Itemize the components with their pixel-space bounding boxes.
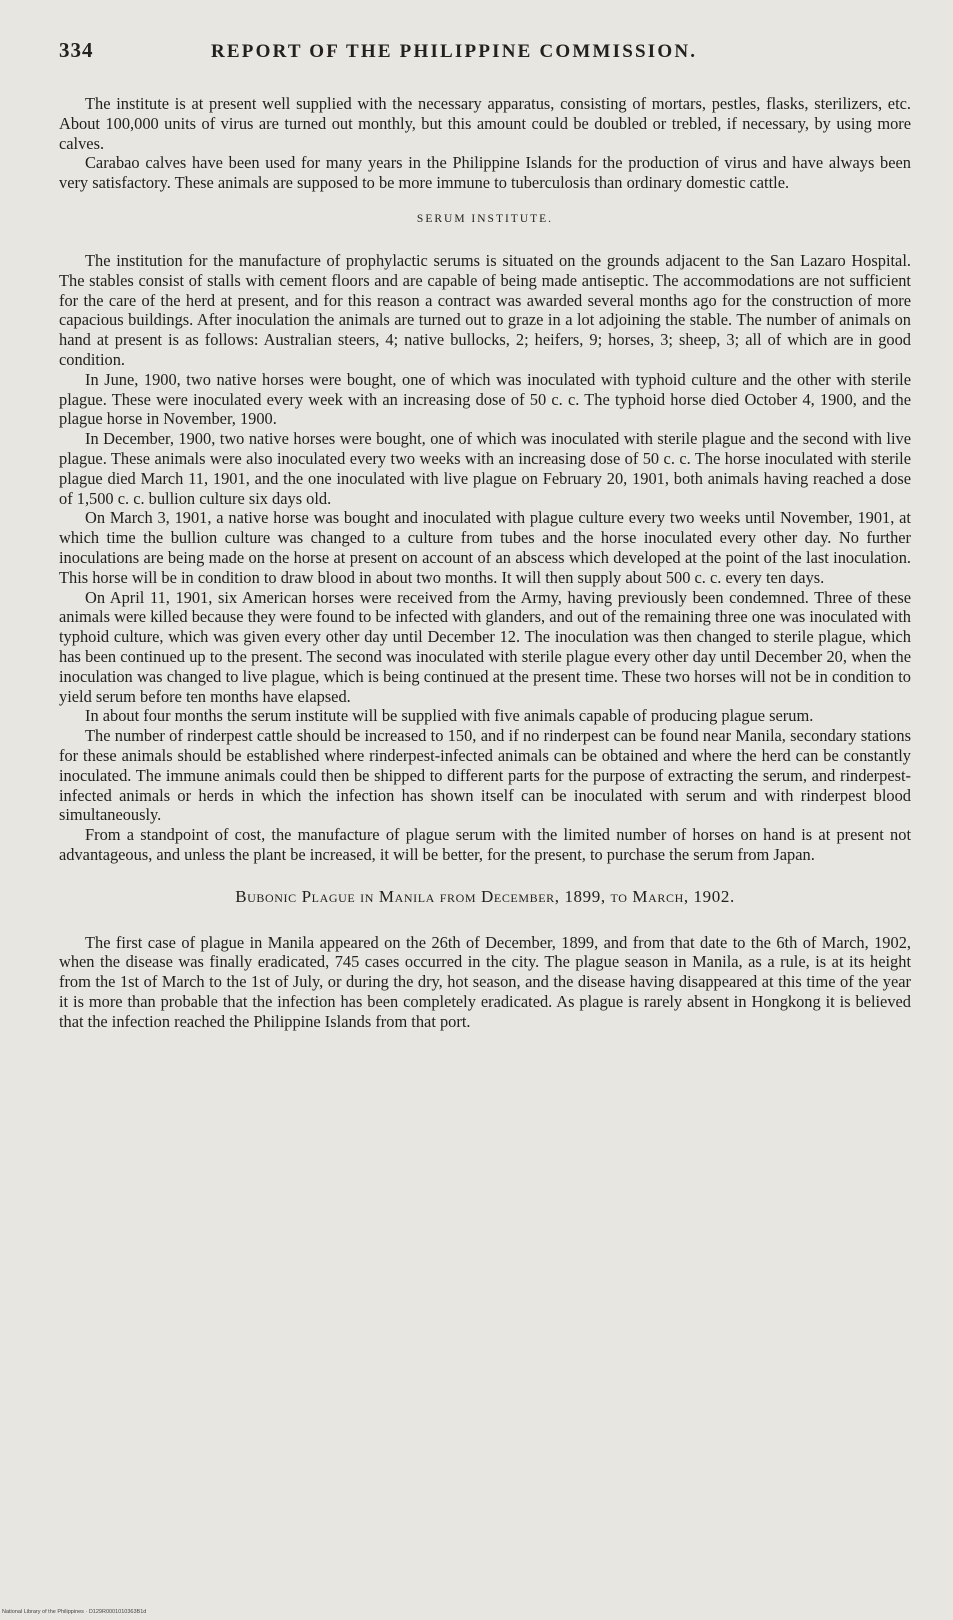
serum-paragraph-4: On March 3, 1901, a native horse was bought and inoculated with plague culture every two weeks until November, 1901, at which time the bullion culture was changed to a culture from tubes and the horse inoculated every other day. No further inoculations are being made on the horse at present on account of an abscess which developed at the point of the last inoculation. This horse will be in condition to draw blood in about two months. It will then supply about 500 c. c. every ten days. xyxy=(59,508,911,587)
serum-institute-heading: SERUM INSTITUTE. xyxy=(416,212,554,225)
serum-paragraph-3: In December, 1900, two native horses were bought, one of which was inoculated with sterile plague and the second with live plague. These animals were also inoculated every two weeks with an increasing dose of 50 c. c. The horse inoculated with sterile plague died March 11, 1901, and the one inoculated with live plague on February 20, 1901, both animals having reached a dose of 1,500 c. c. bullion culture six days old. xyxy=(59,429,911,508)
intro-paragraph-1: The institute is at present well supplied with the necessary apparatus, consisting of mortars, pestles, flasks, sterilizers, etc. About 100,000 units of virus are turned out monthly, but this amount could be doubled or trebled, if necessary, by using more calves. xyxy=(59,94,911,153)
serum-paragraph-5: On April 11, 1901, six American horses were received from the Army, having previously been condemned. Three of these animals were killed because they were found to be infected with glanders, and out of the remaining three one was inoculated with typhoid culture, which was given every other day until December 12. The inoculation was then changed to sterile plague, which has been continued up to the present. The second was inoculated with sterile plague every other day until December 20, when the inoculation was changed to live plague, which is being continued at the present time. These two horses will not be in condition to yield serum before ten months have elapsed. xyxy=(59,587,911,706)
serum-paragraph-6: In about four months the serum institute will be supplied with five animals capable of producing plague serum. xyxy=(85,706,814,726)
page-header xyxy=(59,38,911,78)
library-credit: National Library of the Philippines · D129R0001010363B1d xyxy=(2,1609,147,1615)
serum-paragraph-1: The institution for the manufacture of prophylactic serums is situated on the grounds adjacent to the San Lazaro Hospital. The stables consist of stalls with cement floors and are capable of being made antiseptic. The accommodations are not sufficient for the care of the herd at present, and for this reason a contract was awarded several months ago for the construction of more capacious buildings. After inoculation the animals are turned out to graze in a lot adjoining the stable. The number of animals on hand at present is as follows: Australian steers, 4; native bullocks, 2; heifers, 9; horses, 3; sheep, 3; all of which are in good condition. xyxy=(59,250,911,369)
page-number: 334 xyxy=(59,38,94,62)
plague-paragraph-1: The first case of plague in Manila appeared on the 26th of December, 1899, and from that date to the 6th of March, 1902, when the disease was finally eradicated, 745 cases occurred in the city. The plague season in Manila, as a rule, is at its height from the 1st of March to the 1st of July, or during the dry, hot season, and the disease having disappeared at this time of the year it is more than probable that the infection has been completely eradicated. As plague is rarely absent in Hongkong it is believed that the infection reached the Philippine Islands from that port. xyxy=(59,932,911,1031)
running-title: REPORT OF THE PHILIPPINE COMMISSION. xyxy=(211,41,698,62)
intro-paragraph-2: Carabao calves have been used for many years in the Philippine Islands for the production of virus and have always been very satisfactory. These animals are supposed to be more immune to tuberculosis than ordinary domestic cattle. xyxy=(59,153,911,193)
bubonic-plague-heading: Bubonic Plague in Manila from December, 1899, to March, 1902. xyxy=(235,886,735,906)
page-content xyxy=(59,38,911,1032)
serum-paragraph-2: In June, 1900, two native horses were bought, one of which was inoculated with typhoid culture and the other with sterile plague. These were inoculated every week with an increasing dose of 50 c. c. The typhoid horse died October 4, 1900, and the plague horse in November, 1900. xyxy=(59,369,911,429)
serum-paragraph-8: From a standpoint of cost, the manufacture of plague serum with the limited number of horses on hand is at present not advantageous, and unless the plant be increased, it will be better, for the present, to purchase the serum from Japan. xyxy=(59,825,911,864)
serum-paragraph-7: The number of rinderpest cattle should be increased to 150, and if no rinderpest can be found near Manila, secondary stations for these animals should be established where rinderpest-infected animals can be obtained and where the herd can be constantly inoculated. The immune animals could then be shipped to different parts for the purpose of extracting the serum, and rinderpest-infected animals or herds in which the infection has shown itself can be inoculated with serum and with rinderpest blood simultaneously. xyxy=(59,726,911,825)
